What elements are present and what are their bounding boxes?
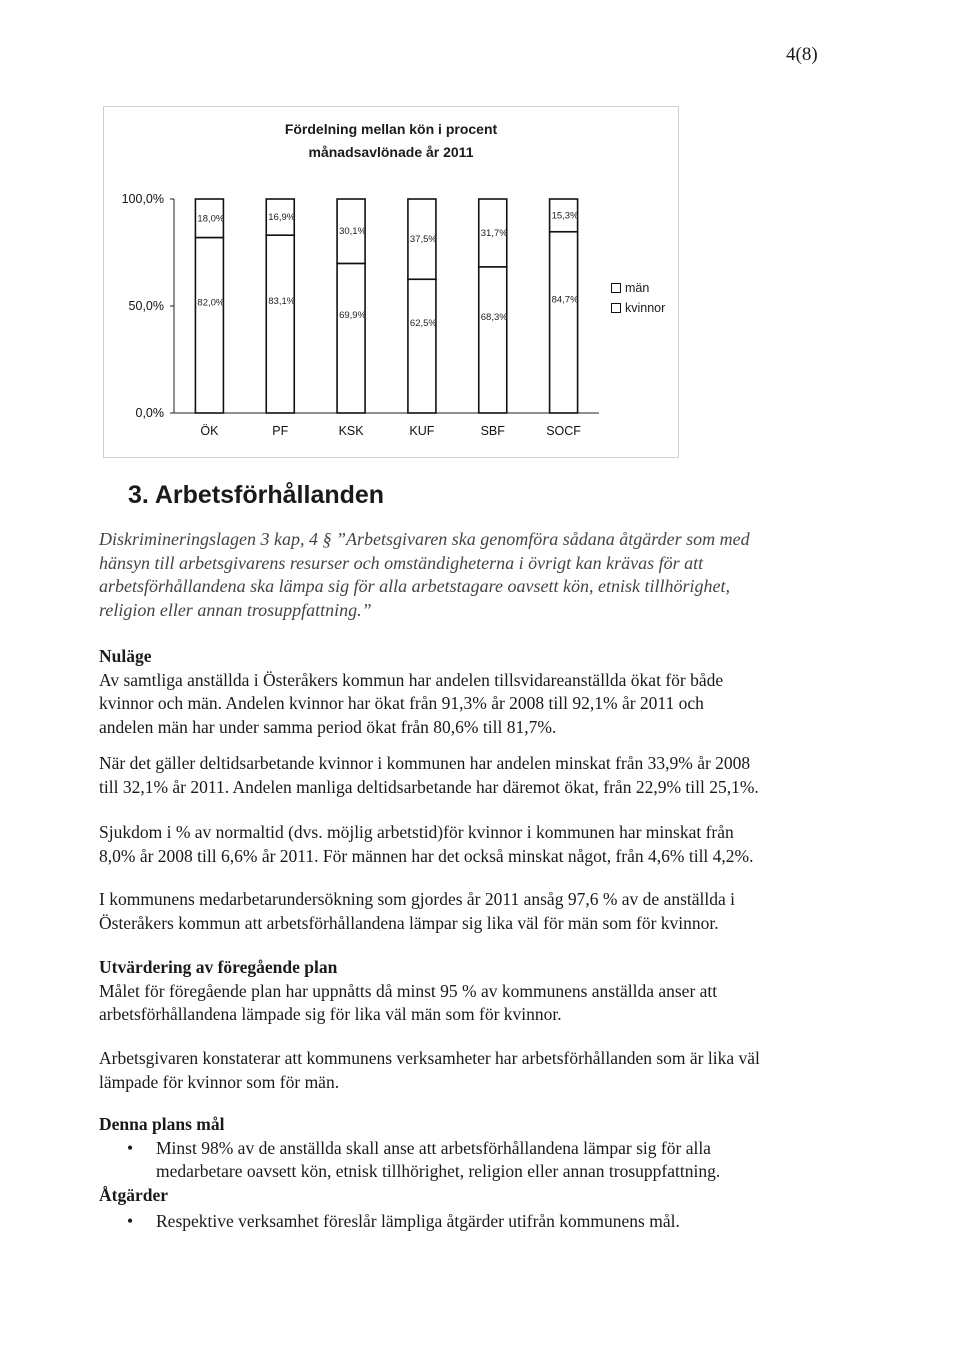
bullet-list-item [99, 1210, 839, 1234]
paragraph-line: Sjukdom i % av normaltid (dvs. möjlig arbetstid)för kvinnor i kommunen har minskat från [99, 822, 734, 842]
x-tick-label: SOCF [546, 424, 581, 438]
quote-line: hänsyn till arbetsgivarens resurser och omständigheterna i övrigt kan krävas för att [99, 552, 704, 573]
paragraph-line: Målet för föregående plan har uppnåtts då minst 95 % av kommunens anställda anser att [99, 980, 718, 1001]
bullet-icon: • [127, 1211, 134, 1232]
data-label-man: 18,0% [197, 213, 225, 225]
deltid-paragraph [99, 752, 839, 799]
utvardering-section [99, 956, 839, 1027]
legend-swatch-icon [611, 283, 621, 293]
legend-item-kvinnor [611, 298, 665, 318]
bar-kvinnor [550, 232, 578, 413]
y-tick-label: 0,0% [135, 406, 164, 420]
data-label-man: 30,1% [339, 226, 367, 238]
quote-line: religion eller annan trosuppfattning.” [99, 599, 372, 620]
bullet-line: Respektive verksamhet föreslår lämpliga åtgärder utifrån kommunens mål. [156, 1211, 680, 1232]
mal-section [99, 1113, 839, 1234]
bar-kvinnor [479, 267, 507, 413]
legend-swatch-icon [611, 303, 621, 313]
paragraph-line: arbetsförhållandena lämpade sig för lika väl män som för kvinnor. [99, 1004, 562, 1025]
legend-item-man [611, 278, 665, 298]
bullet-line: medarbetare oavsett kön, etnisk tillhörighet, religion eller annan trosuppfattning. [156, 1161, 721, 1182]
x-tick-label: PF [272, 424, 289, 438]
chart-title-line1: Fördelning mellan kön i procent [284, 121, 498, 137]
paragraph-line: Av samtliga anställda i Österåkers kommun har andelen tillsvidareanställda ökat för både [99, 669, 724, 690]
gender-distribution-chart [103, 106, 679, 458]
legend-label-man: män [625, 281, 650, 295]
data-label-kvinnor: 82,0% [197, 297, 225, 309]
chart-legend [611, 278, 665, 318]
data-label-kvinnor: 84,7% [551, 294, 579, 306]
paragraph-line: Arbetsgivaren konstaterar att kommunens verksamheter har arbetsförhållanden som är lika väl [99, 1048, 760, 1068]
atgarder-heading: Åtgärder [99, 1184, 169, 1205]
konstaterar-paragraph [99, 1047, 839, 1094]
utvardering-heading: Utvärdering av föregående plan [99, 957, 338, 977]
paragraph-line: Österåkers kommun att arbetsförhållandena lämpar sig lika väl för män som för kvinnor. [99, 912, 719, 933]
page-number: 4(8) [786, 44, 818, 65]
data-label-kvinnor: 62,5% [409, 318, 437, 330]
quote-line: Diskrimineringslagen 3 kap, 4 § ”Arbetsgivaren ska genomföra sådana åtgärder som med [99, 529, 750, 549]
sjukdom-paragraph [99, 821, 839, 868]
legend-label-kvinnor: kvinnor [625, 301, 666, 315]
paragraph-line: till 32,1% år 2011. Andelen manliga deltidsarbetande har däremot ökat, från 22,9% till 25,1%. [99, 776, 759, 797]
bar-kvinnor [195, 238, 223, 413]
quote-line: arbetsförhållandena ska lämpa sig för alla arbetstagare oavsett kön, etnisk tillhörighet, [99, 576, 730, 597]
chart-title-line2: månadsavlönade år 2011 [308, 144, 474, 160]
data-label-man: 37,5% [409, 234, 437, 246]
x-tick-label: ÖK [200, 424, 219, 438]
nulage-heading: Nuläge [99, 646, 152, 666]
paragraph-line: 8,0% år 2008 till 6,6% år 2011. För männen har det också minskat något, från 4,6% till 4,2%. [99, 845, 754, 866]
x-tick-label: KUF [409, 424, 435, 438]
bullet-icon: • [127, 1137, 134, 1158]
bullet-line: Minst 98% av de anställda skall anse att arbetsförhållandena lämpar sig för alla [156, 1137, 711, 1158]
nulage-section [99, 645, 839, 739]
enkat-paragraph [99, 888, 839, 935]
law-quote [99, 528, 819, 622]
data-label-man: 31,7% [480, 227, 508, 239]
data-label-kvinnor: 83,1% [268, 296, 296, 308]
data-label-man: 15,3% [551, 210, 579, 222]
bar-kvinnor [337, 263, 365, 413]
x-tick-label: KSK [338, 424, 364, 438]
data-label-kvinnor: 68,3% [480, 311, 508, 323]
chart-plot [104, 107, 680, 459]
paragraph-line: När det gäller deltidsarbetande kvinnor i kommunen har andelen minskat från 33,9% år 2008 [99, 753, 751, 773]
paragraph-line: kvinnor och män. Andelen kvinnor har ökat från 91,3% år 2008 till 92,1% år 2011 och [99, 693, 704, 714]
x-tick-label: SBF [480, 424, 505, 438]
y-tick-label: 100,0% [121, 192, 164, 206]
paragraph-line: andelen män har under samma period ökat från 80,6% till 81,7%. [99, 716, 557, 737]
mal-heading: Denna plans mål [99, 1114, 225, 1134]
y-tick-label: 50,0% [128, 299, 164, 313]
bar-kvinnor [408, 279, 436, 413]
bar-kvinnor [266, 235, 294, 413]
paragraph-line: lämpade för kvinnor som för män. [99, 1071, 340, 1092]
data-label-kvinnor: 69,9% [339, 310, 367, 322]
section-heading: 3. Arbetsförhållanden [128, 481, 385, 509]
bullet-list-item [99, 1137, 839, 1184]
paragraph-line: I kommunens medarbetarundersökning som gjordes år 2011 ansåg 97,6 % av de anställda i [99, 889, 735, 909]
data-label-man: 16,9% [268, 212, 296, 224]
